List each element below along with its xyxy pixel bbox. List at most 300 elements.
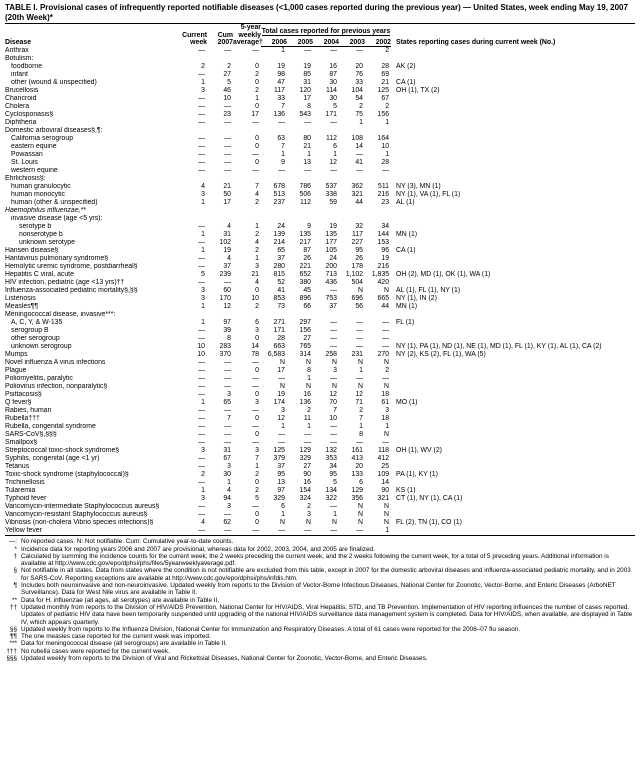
footnote-text: Not notifiable in all states. Data from states where the condition is not notifiable are excluded from this table, except in 2007 for the domestic arboviral diseases and influenza-associated pediatric mortality, and in 2003 for SARS-CoV. Reporting exceptions are available at http://www.cdc.gov/epo/dphsi/phs/infdis.htm. — [21, 567, 631, 582]
cell-value: 59 — [329, 199, 337, 207]
footnote — [5, 553, 635, 568]
cell-value: — — [224, 439, 231, 447]
table-row — [5, 159, 635, 167]
cell-value: 16 — [329, 63, 337, 71]
disease-name: nonserotype b — [19, 231, 63, 239]
cell-value: 322 — [325, 495, 337, 503]
cell-value: 4 — [255, 191, 259, 199]
cell-value: 6 — [333, 143, 337, 151]
disease-name: Trichinellosis — [5, 479, 45, 487]
cell-value: 65 — [223, 399, 231, 407]
cell-value: 13 — [277, 479, 285, 487]
table-row — [5, 295, 635, 303]
cell-value: 2 — [255, 471, 259, 479]
table-row — [5, 183, 635, 191]
disease-name: Yellow fever — [5, 527, 179, 536]
cell-value: 297 — [299, 319, 311, 327]
cell-value — [179, 175, 207, 183]
cell-value: — — [224, 151, 231, 159]
table-row — [5, 311, 635, 319]
footnote-text: Data for meningococcal disease (all serogroups) are available in Table II. — [21, 640, 227, 648]
cell-value: 1 — [281, 511, 285, 519]
cell-value: 3 — [201, 447, 205, 455]
cell-value: 200 — [325, 263, 337, 271]
cell-value: 3 — [255, 447, 259, 455]
states-reporting: NY (3), MN (1) — [396, 183, 441, 191]
disease-name: serotype b — [19, 223, 52, 231]
cell-value: — — [330, 423, 337, 431]
disease-name: Tetanus — [5, 463, 30, 471]
cell-value: 1 — [365, 527, 391, 536]
disease-name: Listeriosis — [5, 295, 36, 303]
states-reporting: OH (1), WV (2) — [396, 447, 442, 455]
cell-value: 7 — [255, 183, 259, 191]
states-reporting — [391, 55, 635, 63]
cell-value: — — [224, 47, 231, 55]
cell-value — [179, 311, 207, 319]
footnote-marker: —: — [8, 538, 17, 546]
cell-value: 896 — [299, 295, 311, 303]
cell-value: 258 — [325, 351, 337, 359]
cell-value: 66 — [303, 303, 311, 311]
states-reporting: OH (1), TX (2) — [396, 87, 440, 95]
disease-name: other serogroup — [11, 335, 60, 343]
cell-value: 380 — [299, 279, 311, 287]
cell-value: 97 — [223, 319, 231, 327]
cell-value: — — [252, 423, 259, 431]
cell-value: 133 — [351, 471, 363, 479]
states-reporting — [391, 479, 635, 487]
states-reporting — [391, 103, 635, 111]
footnote-text: No reported cases. N: Not notifiable. Cum: Cumulative year-to-date counts. — [21, 538, 234, 546]
disease-name: SARS-CoV§,§§§ — [5, 431, 57, 439]
table-row — [5, 103, 635, 111]
disease-name: eastern equine — [11, 143, 57, 151]
cell-value: 338 — [325, 191, 337, 199]
cell-value: 511 — [378, 183, 390, 191]
states-reporting: MN (1) — [396, 231, 418, 239]
cell-value: 216 — [377, 263, 390, 271]
cell-value: 543 — [299, 111, 311, 119]
cell-value: — — [198, 431, 205, 439]
cell-value: 0 — [255, 79, 259, 87]
cell-value: — — [304, 167, 311, 175]
footnote-text: Includes both neuroinvasive and non-neuroinvasive. Updated weekly from reports to the Division of Vector-Borne Infectious Diseases, National Center for Zoonotic, Vector-Borne, and Enteric Diseases (ArboNET Surveillance). Data for West Nile virus are available in Table II. — [21, 582, 616, 597]
cell-value: 52 — [277, 279, 285, 287]
cell-value: 28 — [277, 335, 285, 343]
disease-name: Vancomycin-intermediate Staphylococcus aureus§ — [5, 503, 160, 511]
cell-value: 7 — [255, 455, 259, 463]
cell-value: — — [356, 343, 363, 351]
cell-value: — — [252, 119, 259, 127]
states-reporting — [391, 511, 635, 519]
cell-value: 231 — [351, 351, 363, 359]
cell-value: 78 — [251, 351, 259, 359]
cell-value: — — [356, 335, 363, 343]
cell-value: 117 — [352, 231, 363, 239]
footnote-marker: §§§ — [6, 655, 17, 663]
cell-value: — — [198, 423, 205, 431]
cell-value: 353 — [325, 455, 337, 463]
cell-value — [179, 207, 207, 215]
cell-value — [233, 207, 261, 215]
cell-value: 28 — [381, 159, 390, 167]
footnote — [5, 655, 635, 662]
cell-value: 329 — [273, 495, 285, 503]
disease-name: Powassan — [11, 151, 43, 159]
cell-value: 14 — [381, 479, 390, 487]
cell-value: — — [382, 327, 390, 335]
table-row — [5, 415, 635, 423]
cell-value — [339, 311, 365, 319]
cell-value: 97 — [277, 487, 285, 495]
disease-name: Brucellosis — [5, 87, 39, 95]
cell-value: 9 — [307, 223, 311, 231]
table-row — [5, 111, 635, 119]
cell-value: — — [198, 223, 205, 231]
cell-value: 1 — [307, 151, 311, 159]
states-reporting — [391, 335, 635, 343]
disease-name: Cholera — [5, 103, 30, 111]
cell-value: — — [198, 383, 205, 391]
disease-name: serogroup B — [11, 327, 49, 335]
cell-value: 139 — [273, 231, 285, 239]
cell-value: 27 — [223, 71, 231, 79]
cell-value: 12 — [355, 391, 363, 399]
cell-value — [313, 175, 339, 183]
cell-value: 65 — [277, 247, 285, 255]
table-row — [5, 255, 635, 263]
cell-value: 3 — [281, 407, 285, 415]
cell-value: N — [358, 511, 363, 519]
cell-value: 270 — [377, 351, 390, 359]
cell-value: 11 — [303, 415, 311, 423]
table-row — [5, 431, 635, 439]
disease-name: HIV infection, pediatric (age <13 yrs)†† — [5, 279, 125, 287]
header-5yr-average: 5-year weekly average† — [233, 24, 263, 47]
cell-value: 8 — [359, 431, 363, 439]
cell-value: 0 — [255, 415, 259, 423]
disease-name: Toxic-shock syndrome (staphylococcal)§ — [5, 471, 129, 479]
cell-value: 62 — [223, 519, 231, 527]
disease-name: Syphilis, congenital (age <1 yr) — [5, 455, 100, 463]
cell-value: 2 — [307, 503, 311, 511]
cell-value: — — [252, 47, 259, 55]
cell-value: 19 — [277, 63, 285, 71]
cell-value: 44 — [381, 303, 390, 311]
table-row — [5, 399, 635, 407]
cell-value: — — [224, 135, 231, 143]
table-row — [5, 343, 635, 351]
cell-value: — — [198, 279, 205, 287]
cell-value: 71 — [355, 399, 363, 407]
cell-value: 37 — [223, 263, 231, 271]
cell-value: 0 — [255, 511, 259, 519]
cell-value: — — [330, 439, 337, 447]
states-reporting — [391, 111, 635, 119]
cell-value: 1,102 — [345, 271, 363, 279]
cell-value: 67 — [223, 455, 231, 463]
footnote — [5, 633, 635, 640]
cell-value: 4 — [201, 519, 205, 527]
states-reporting: FL (1) — [396, 319, 415, 327]
cell-value: 19 — [303, 63, 311, 71]
cell-value: 2 — [255, 199, 259, 207]
cell-value: 1 — [359, 423, 363, 431]
disease-name: Hansen disease§ — [5, 247, 59, 255]
disease-name: A, C, Y, & W-135 — [11, 319, 63, 327]
disease-name: Chancroid — [5, 95, 37, 103]
cell-value: — — [224, 279, 231, 287]
footnotes — [5, 538, 635, 662]
cell-value — [365, 175, 391, 183]
cell-value: 0 — [255, 135, 259, 143]
cell-value — [365, 311, 391, 319]
cell-value: N — [358, 503, 363, 511]
cell-value: — — [198, 71, 205, 79]
cell-value: 0 — [255, 143, 259, 151]
footnote-marker: ¶ — [13, 582, 17, 590]
cell-value: — — [304, 47, 311, 55]
disease-name: Mumps — [5, 351, 28, 359]
cell-value: 34 — [329, 463, 337, 471]
cell-value: — — [382, 319, 390, 327]
cell-value: — — [198, 375, 205, 383]
cell-value: 114 — [326, 87, 337, 95]
cell-value: — — [382, 375, 390, 383]
disease-name: Novel influenza A virus infections — [5, 359, 106, 367]
cell-value: 815 — [273, 271, 285, 279]
cell-value: 3 — [201, 495, 205, 503]
disease-name: Psittacosis§ — [5, 391, 42, 399]
header-disease: Disease — [5, 24, 179, 47]
table-row — [5, 471, 635, 479]
cell-value: 41 — [355, 159, 363, 167]
cell-value: — — [224, 103, 231, 111]
cell-value — [287, 207, 313, 215]
states-reporting — [391, 423, 635, 431]
disease-name: human (other & unspecified) — [11, 199, 98, 207]
cell-value: — — [252, 439, 259, 447]
cell-value — [261, 127, 287, 135]
cell-value: — — [356, 439, 363, 447]
footnote-text: Updated weekly from reports to the Division of Viral and Rickettsial Diseases, National Center for Zoonotic, Vector-Borne, and Enteric Diseases. — [21, 655, 428, 663]
cell-value: 21 — [251, 271, 259, 279]
cell-value: — — [198, 415, 205, 423]
cell-value: 1 — [255, 255, 259, 263]
table-row — [5, 223, 635, 231]
table-row — [5, 143, 635, 151]
cell-value: N — [332, 359, 337, 367]
states-reporting: PA (1), KY (1) — [396, 471, 438, 479]
disease-name: Influenza-associated pediatric mortality§,§§ — [5, 287, 138, 295]
table-row — [5, 287, 635, 295]
cell-value: 154 — [299, 487, 311, 495]
cell-value: 0 — [255, 287, 259, 295]
states-reporting — [391, 463, 635, 471]
cell-value: 3 — [307, 511, 311, 519]
cell-value: 136 — [273, 111, 285, 119]
footnote-text: Incidence data for reporting years 2006 and 2007 are provisional, whereas data for 2002, 2003, 2004, and 2005 are finalized. — [21, 545, 375, 553]
table-row — [5, 495, 635, 503]
disease-name: Plague — [5, 367, 27, 375]
cell-value: 3 — [385, 407, 390, 415]
cell-value — [207, 207, 233, 215]
footnote — [5, 597, 635, 604]
cell-value: — — [198, 479, 205, 487]
cell-value: 6 — [255, 319, 259, 327]
cell-value: 32 — [355, 223, 363, 231]
cell-value: 2 — [359, 407, 363, 415]
cell-value: — — [330, 343, 337, 351]
table-row — [5, 383, 635, 391]
table-row — [5, 527, 635, 536]
footnote-marker: †† — [9, 603, 17, 611]
cell-value: — — [382, 439, 390, 447]
cell-value: — — [356, 167, 363, 175]
cell-value: 104 — [351, 87, 363, 95]
cell-value: 18 — [381, 415, 390, 423]
cell-value: — — [304, 119, 311, 127]
cell-value: 37 — [277, 255, 285, 263]
footnote — [5, 538, 635, 545]
cell-value: — — [304, 431, 311, 439]
table-row — [5, 55, 635, 63]
disease-name: Smallpox§ — [5, 439, 38, 447]
cell-value: 5 — [255, 495, 259, 503]
cell-value: 413 — [351, 455, 363, 463]
cell-value: 177 — [325, 239, 337, 247]
table-row — [5, 479, 635, 487]
cell-value: 4 — [255, 239, 259, 247]
cell-value: 95 — [355, 247, 363, 255]
disease-name: unknown serogroup — [11, 343, 72, 351]
cell-value: N — [384, 383, 390, 391]
cell-value: — — [198, 439, 205, 447]
cell-value: 94 — [223, 495, 231, 503]
cell-value: 239 — [219, 271, 231, 279]
cell-value: N — [332, 519, 337, 527]
cell-value: — — [224, 167, 231, 175]
cell-value — [313, 55, 339, 63]
cell-value: 1 — [385, 151, 390, 159]
cell-value: 26 — [303, 255, 311, 263]
cell-value: 713 — [325, 271, 337, 279]
cell-value: 109 — [377, 471, 390, 479]
table-row — [5, 263, 635, 271]
states-reporting — [391, 127, 635, 135]
cell-value: 33 — [277, 95, 285, 103]
cell-value: 227 — [351, 239, 363, 247]
cell-value: 1,835 — [371, 271, 390, 279]
table-row — [5, 487, 635, 495]
cell-value: 1 — [281, 423, 285, 431]
cell-value: 2 — [201, 63, 205, 71]
states-reporting — [391, 527, 635, 536]
cell-value: 3 — [333, 367, 337, 375]
cell-value: 67 — [381, 95, 390, 103]
cell-value: 102 — [219, 239, 231, 247]
table-row — [5, 271, 635, 279]
cell-value: 237 — [273, 199, 285, 207]
cell-value: 24 — [277, 223, 285, 231]
cell-value: 1 — [333, 511, 337, 519]
cell-value: — — [313, 527, 339, 536]
cell-value: 2 — [255, 71, 259, 79]
cell-value: 2 — [359, 103, 363, 111]
states-reporting — [391, 407, 635, 415]
cell-value: 41 — [277, 287, 285, 295]
disease-name: Diphtheria — [5, 119, 37, 127]
cell-value: — — [382, 335, 390, 343]
disease-name: Cyclosporiasis§ — [5, 111, 54, 119]
cell-value: 33 — [355, 79, 363, 87]
cell-value: 56 — [355, 303, 363, 311]
states-reporting — [391, 367, 635, 375]
cell-value: 321 — [351, 191, 363, 199]
cell-value: — — [198, 47, 205, 55]
disease-name: Hemolytic uremic syndrome, postdiarrheal§ — [5, 263, 138, 271]
footnote-marker: §§ — [9, 625, 17, 633]
cell-value: 60 — [223, 287, 231, 295]
cell-value: 10 — [329, 415, 337, 423]
cell-value — [365, 127, 391, 135]
cell-value: 3 — [201, 295, 205, 303]
cell-value: 153 — [377, 239, 390, 247]
cell-value: 0 — [255, 63, 259, 71]
footnote-marker: ¶¶ — [10, 633, 17, 641]
cell-value: 69 — [381, 71, 390, 79]
cell-value — [365, 55, 391, 63]
cell-value: 23 — [223, 111, 231, 119]
table-row — [5, 119, 635, 127]
cell-value: 513 — [273, 191, 285, 199]
states-reporting: OH (2), MD (1), OK (1), WA (1) — [396, 271, 491, 279]
footnote-marker: *** — [9, 640, 17, 648]
cell-value — [179, 127, 207, 135]
cell-value: 1 — [385, 423, 390, 431]
cell-value: 2 — [255, 231, 259, 239]
table-row — [5, 519, 635, 527]
cell-value: 3 — [201, 87, 205, 95]
states-reporting — [391, 263, 635, 271]
footnote-marker: † — [13, 552, 17, 560]
states-reporting — [391, 167, 635, 175]
disease-name: Hepatitis C viral, acute — [5, 271, 74, 279]
states-reporting — [391, 439, 635, 447]
cell-value: 696 — [351, 295, 363, 303]
disease-name: human granulocytic — [11, 183, 71, 191]
disease-name: other (wound & unspecified) — [11, 79, 97, 87]
states-reporting — [391, 143, 635, 151]
cell-value: 156 — [377, 111, 390, 119]
cell-value: — — [382, 167, 390, 175]
cell-value: 170 — [219, 295, 231, 303]
footnote-marker: * — [14, 545, 17, 553]
header-year: 2005 — [287, 35, 313, 47]
table-row — [5, 95, 635, 103]
cell-value: — — [198, 111, 205, 119]
cell-value: 118 — [378, 447, 390, 455]
cell-value: 30 — [329, 95, 337, 103]
cell-value — [207, 175, 233, 183]
cell-value: 4 — [201, 183, 205, 191]
cell-value — [313, 127, 339, 135]
footnote — [5, 648, 635, 655]
cell-value: 129 — [351, 487, 363, 495]
cell-value: 3 — [201, 287, 205, 295]
header-current-week: Current week — [179, 24, 207, 47]
